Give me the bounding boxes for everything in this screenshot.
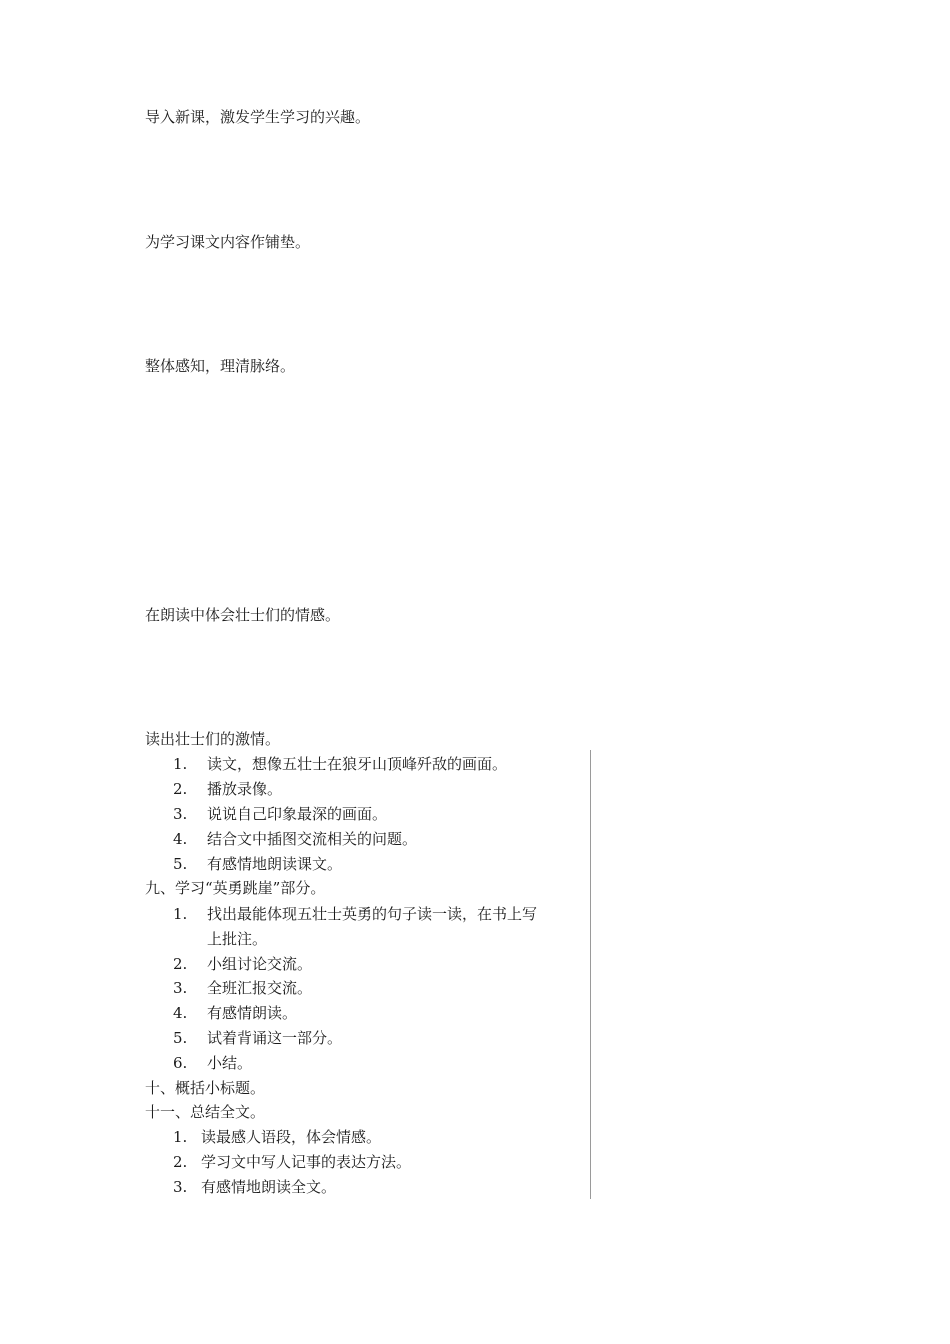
step-number: 1. <box>173 905 188 923</box>
step-number: 1. <box>173 755 188 773</box>
purpose-note-2: 为学习课文内容作铺垫。 <box>145 233 311 251</box>
purpose-note-4: 在朗读中体会壮士们的情感。 <box>145 606 341 624</box>
step-text-continued: 上批注。 <box>207 930 268 948</box>
step-number: 3. <box>173 805 188 823</box>
step-number: 3. <box>173 1178 188 1196</box>
step-text: 有感情地朗读课文。 <box>207 855 343 873</box>
step-text: 读文，想像五壮士在狼牙山顶峰歼敌的画面。 <box>207 755 508 773</box>
table-column-divider <box>590 750 591 1199</box>
step-text: 小组讨论交流。 <box>207 955 313 973</box>
step-number: 4. <box>173 830 188 848</box>
section-heading: 十、概括小标题。 <box>145 1079 266 1097</box>
step-text: 学习文中写人记事的表达方法。 <box>201 1153 412 1171</box>
section-heading: 九、学习“英勇跳崖”部分。 <box>145 879 326 897</box>
step-number: 3. <box>173 979 188 997</box>
purpose-note-1: 导入新课，激发学生学习的兴趣。 <box>145 108 371 126</box>
purpose-note-5: 读出壮士们的激情。 <box>145 730 281 748</box>
step-text: 全班汇报交流。 <box>207 979 313 997</box>
step-number: 4. <box>173 1004 188 1022</box>
step-text: 试着背诵这一部分。 <box>207 1029 343 1047</box>
step-number: 6. <box>173 1054 188 1072</box>
step-text: 找出最能体现五壮士英勇的句子读一读，在书上写 <box>207 905 538 923</box>
step-number: 5. <box>173 1029 188 1047</box>
purpose-note-3: 整体感知，理清脉络。 <box>145 357 296 375</box>
step-text: 小结。 <box>207 1054 253 1072</box>
step-text: 读最感人语段，体会情感。 <box>201 1128 382 1146</box>
step-number: 5. <box>173 855 188 873</box>
step-number: 2. <box>173 780 188 798</box>
step-text: 结合文中插图交流相关的问题。 <box>207 830 418 848</box>
section-heading: 十一、总结全文。 <box>145 1103 266 1121</box>
step-number: 1. <box>173 1128 188 1146</box>
step-number: 2. <box>173 1153 188 1171</box>
step-text: 说说自己印象最深的画面。 <box>207 805 388 823</box>
step-text: 播放录像。 <box>207 780 283 798</box>
step-text: 有感情朗读。 <box>207 1004 298 1022</box>
step-text: 有感情地朗读全文。 <box>201 1178 337 1196</box>
step-number: 2. <box>173 955 188 973</box>
